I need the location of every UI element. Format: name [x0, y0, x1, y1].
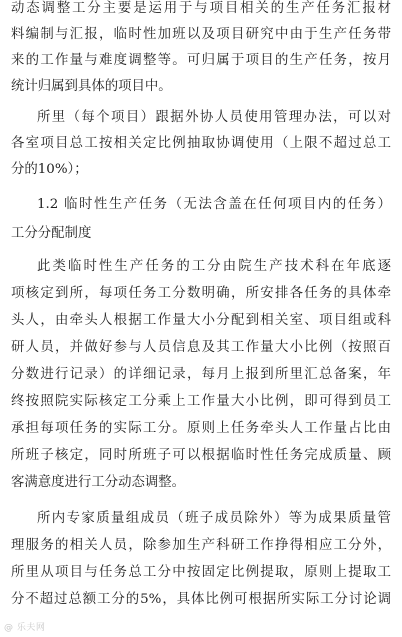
section-heading-1-2: 1.2 临时性生产任务（无法含盖在任何项目内的任务）: [37, 197, 391, 212]
paragraph-3-line-9: 客满意度进行工分动态调整。: [11, 475, 186, 490]
paragraph-1-line-3: 来的工作量与难度调整等。可归属于项目的生产任务，按月: [11, 53, 391, 68]
paragraph-3-line-1: 此类临时性生产任务的工分由院生产技术科在年底逐: [37, 259, 391, 274]
paragraph-2-line-1: 所里（每个项目）跟据外协人员使用管理办法，可以对: [37, 110, 391, 125]
watermark: @ 乐夫网: [4, 623, 46, 633]
paragraph-4-line-1: 所内专家质量组成员（班子成员除外）等为成果质量管: [37, 511, 391, 526]
paragraph-2-line-3: 分的10%）；: [11, 162, 88, 177]
paragraph-3-line-3: 头人，由牵头人根据工作量大小分配到相关室、项目组或科: [11, 313, 391, 328]
paragraph-3-line-4: 研人员，并做好参与人员信息及其工作量大小比例（按照百: [11, 340, 391, 355]
paragraph-3-line-2: 项核定到所，每项任务工分数明确，所安排各任务的具体牵: [11, 286, 391, 301]
paragraph-2-line-2: 各室项目总工按相关定比例抽取协调使用（上限不超过总工: [11, 136, 391, 151]
paragraph-3-line-5: 分数进行记录）的详细记录，每月上报到所里汇总备案，年: [11, 367, 391, 382]
paragraph-4-line-3: 所里从项目与任务总工分中按固定比例提取，原则上提取工: [11, 565, 391, 580]
section-heading-1-2-cont: 工分分配制度: [11, 226, 92, 241]
paragraph-1-line-4: 统计归属到具体的项目中。: [11, 79, 172, 94]
paragraph-1-line-1: 动态调整工分主要是运用于与项目相关的生产任务汇报材: [11, 1, 391, 16]
paragraph-4-line-4: 分不超过总额工分的5%，具体比例可根据所实际工分讨论调: [11, 592, 391, 607]
paragraph-1-line-2: 料编制与汇报，临时性加班以及项目研究中由于生产任务带: [11, 27, 391, 42]
paragraph-3-line-7: 承担每项任务的实际工分。原则上任务牵头人工作量占比由: [11, 421, 391, 436]
paragraph-3-line-6: 终按照院实际核定工分乘上工作量大小比例，即可得到员工: [11, 394, 391, 409]
paragraph-3-line-8: 所班子核定，同时所班子可以根据临时性任务完成质量、顾: [11, 448, 391, 463]
paragraph-4-line-2: 理服务的相关人员，除参加生产科研工作挣得相应工分外，: [11, 538, 391, 553]
